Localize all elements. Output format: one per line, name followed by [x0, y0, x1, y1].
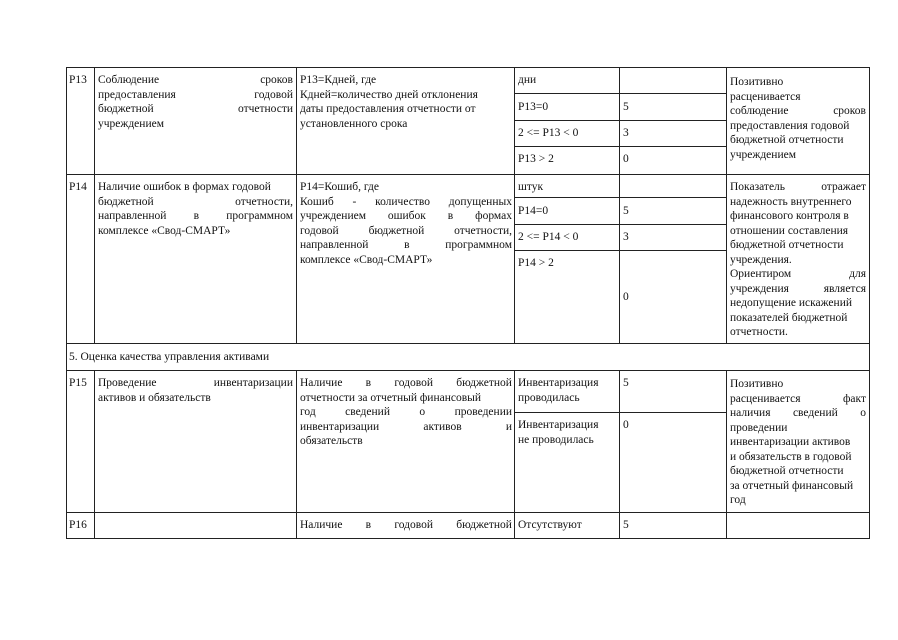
row-line [514, 146, 726, 147]
column-line [296, 370, 297, 539]
name-word: отчетности, [235, 195, 293, 208]
score: 5 [623, 377, 629, 389]
condition-line: проводилась [518, 391, 580, 404]
condition: Р14=0 [518, 205, 549, 217]
formula-word: проведении [454, 406, 512, 418]
comment-line: надежность внутреннего [730, 195, 852, 208]
formula-line: Р14=Кошиб, где [300, 181, 379, 193]
column-line [94, 370, 95, 539]
formula-line: комплексе «Свод-СМАРТ» [300, 253, 433, 266]
row-line [514, 93, 726, 94]
comment-line: проведении [730, 421, 788, 434]
name-word: Соблюдение [98, 74, 160, 86]
indicator-code: Р13 [69, 74, 87, 86]
formula-word: отчетности, [454, 224, 512, 237]
name-word: сроков [260, 74, 293, 86]
comment-line: учреждением [730, 148, 796, 161]
column-line [726, 370, 727, 539]
comment-word: наличия [730, 407, 771, 419]
comment-word: для [849, 268, 866, 280]
formula-word: активов [423, 420, 462, 433]
name-word: годовой [254, 88, 293, 101]
comment-line: за отчетный финансовый [730, 479, 854, 492]
condition: Р13=0 [518, 101, 549, 113]
formula-word: допущенных [448, 195, 512, 208]
comment-line: бюджетной отчетности [730, 465, 844, 477]
comment-line: Позитивно [730, 378, 784, 390]
comment-word: факт [842, 392, 866, 405]
comment-line: год [730, 494, 746, 506]
formula-word: в [365, 519, 372, 531]
comment-line: Позитивно [730, 76, 784, 88]
comment-line: предоставления годовой [730, 119, 850, 132]
comment-line: финансового контроля в [730, 210, 849, 222]
name-word: отчетности [237, 103, 293, 115]
score: 3 [623, 231, 629, 243]
formula-line: отчетности за отчетный финансовый [300, 391, 482, 404]
condition-line: Инвентаризация [518, 419, 599, 431]
column-line [619, 370, 620, 539]
condition: Отсутствуют [518, 519, 582, 531]
section-heading: 5. Оценка качества управления активами [69, 351, 270, 363]
comment-word: Ориентиром [730, 268, 792, 280]
name-line: Наличие ошибок в формах годовой [98, 181, 271, 193]
comment-word: является [823, 282, 866, 295]
score: 0 [623, 291, 629, 303]
indicator-code: Р15 [69, 377, 87, 389]
formula-word: Наличие [300, 377, 343, 389]
name-word: инвентаризации [213, 377, 293, 389]
comment-word: соблюдение [730, 105, 789, 117]
comment-text [730, 180, 866, 340]
table-border-left [66, 67, 67, 539]
formula-word: направленной [300, 239, 369, 251]
formula-word: бюджетной [456, 377, 512, 389]
formula-word: в [447, 210, 454, 222]
row-line [66, 174, 870, 175]
comment-line: показателей бюджетной [730, 311, 848, 324]
formula-word: бюджетной [456, 519, 512, 531]
row-line [514, 250, 726, 251]
name-word: в [193, 210, 200, 222]
comment-word: сроков [833, 105, 866, 117]
formula-word: годовой [394, 519, 434, 531]
row-line [514, 412, 726, 413]
column-line [514, 67, 515, 344]
column-line [514, 370, 515, 539]
comment-text [730, 377, 866, 508]
formula-word: бюджетной [368, 224, 425, 237]
condition-line: Инвентаризация [518, 377, 599, 389]
table-border-bottom [66, 538, 870, 539]
column-line [726, 67, 727, 344]
name-line: комплексе «Свод-СМАРТ» [98, 224, 231, 237]
comment-word: о [860, 407, 866, 419]
condition [518, 418, 617, 447]
name-word: направленной [98, 210, 167, 222]
score: 5 [623, 519, 629, 531]
column-line [296, 67, 297, 344]
formula-text [300, 73, 512, 131]
comment-line: бюджетной отчетности [730, 134, 844, 146]
row-line [66, 512, 870, 513]
indicator-name [98, 376, 293, 405]
name-word: Проведение [98, 377, 157, 389]
formula-word: учреждением [300, 210, 366, 222]
comment-text [730, 75, 866, 162]
formula-word: количество [375, 195, 430, 208]
row-line [66, 343, 870, 344]
row-line [66, 370, 870, 371]
score: 5 [623, 101, 629, 113]
condition: 2 <= Р14 < 0 [518, 231, 579, 243]
condition: Р14 > 2 [518, 257, 554, 269]
score: 5 [623, 205, 629, 217]
formula-word: инвентаризации [300, 420, 380, 433]
formula-line: обязательств [300, 435, 363, 447]
column-line [619, 67, 620, 344]
condition-line: не проводилась [518, 433, 594, 446]
formula-word: сведений [345, 406, 390, 418]
formula-word: и [505, 420, 512, 433]
formula-line: Р13=Кдней, где [300, 74, 377, 86]
name-word: бюджетной [98, 195, 154, 208]
formula-line: даты предоставления отчетности от [300, 103, 476, 115]
indicator-name [98, 73, 293, 131]
comment-line: и обязательств в годовой [730, 450, 852, 463]
comment-line: расценивается [730, 90, 801, 103]
formula-word: ошибок [387, 210, 426, 222]
condition [518, 376, 617, 405]
comment-word: отражает [821, 181, 866, 193]
indicator-name [98, 180, 293, 238]
formula-word: год [300, 406, 316, 418]
indicator-code: Р16 [69, 519, 87, 531]
condition: 2 <= Р13 < 0 [518, 127, 579, 139]
comment-line: инвентаризации активов [730, 436, 851, 448]
comment-line: недопущение искажений [730, 297, 852, 309]
row-line [514, 197, 726, 198]
formula-text [300, 180, 512, 267]
formula-text [300, 376, 512, 449]
comment-word: расценивается [730, 392, 801, 405]
name-word: бюджетной [98, 103, 154, 115]
formula-text [300, 518, 512, 533]
indicator-code: Р14 [69, 181, 87, 193]
comment-line: учреждения. [730, 253, 792, 266]
unit-label: дни [518, 74, 537, 86]
formula-word: годовой [300, 224, 339, 237]
formula-word: годовой [394, 377, 434, 389]
formula-word: - [352, 195, 357, 208]
formula-word: программном [445, 239, 512, 251]
name-line: активов и обязательств [98, 391, 211, 404]
formula-line: Кдней=количество дней отклонения [300, 88, 478, 101]
comment-word: Показатель [730, 181, 786, 193]
condition: Р13 > 2 [518, 153, 554, 165]
name-line: учреждением [98, 117, 164, 130]
row-line [514, 224, 726, 225]
unit-label: штук [518, 181, 544, 193]
name-word: программном [226, 210, 293, 222]
formula-line: установленного срока [300, 117, 408, 130]
score: 3 [623, 127, 629, 139]
score: 0 [623, 153, 629, 165]
score: 0 [623, 419, 629, 431]
comment-word: учреждения [730, 282, 789, 295]
name-word: предоставления [98, 88, 176, 101]
column-line [94, 67, 95, 344]
comment-line: отношении составления [730, 224, 849, 237]
formula-word: в [404, 239, 410, 251]
formula-word: Наличие [300, 519, 343, 531]
table-border-top [66, 67, 870, 68]
comment-word: сведений [792, 407, 838, 419]
comment-line: бюджетной отчетности [730, 239, 844, 251]
formula-word: Кошиб [300, 195, 334, 208]
formula-word: о [419, 406, 426, 418]
comment-line: отчетности. [730, 326, 788, 338]
table-border-right [869, 67, 870, 539]
formula-word: в [365, 377, 372, 389]
formula-word: формах [475, 210, 512, 222]
row-line [514, 120, 726, 121]
